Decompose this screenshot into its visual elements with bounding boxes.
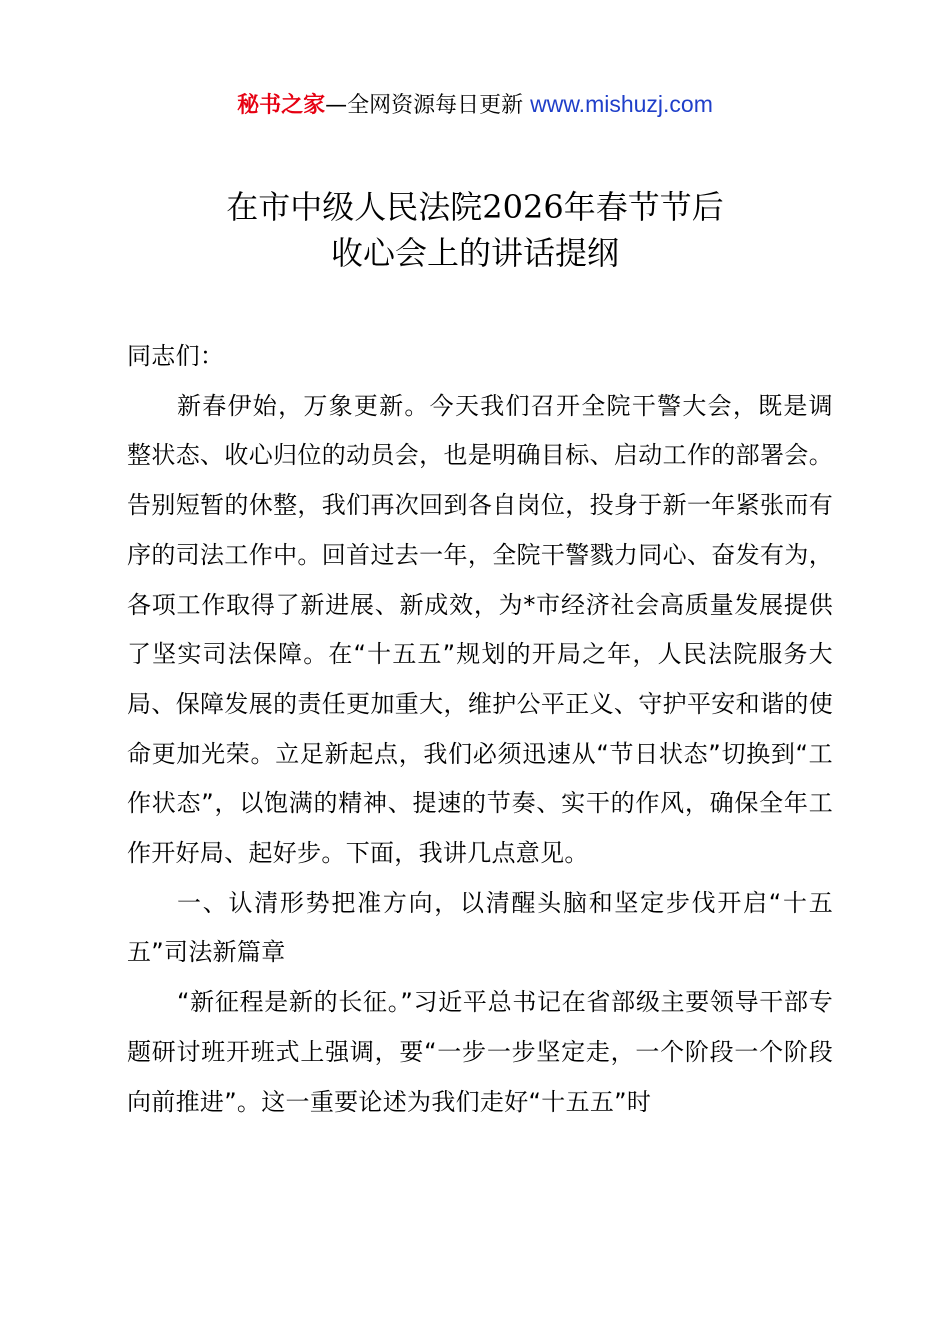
title-line-2: 收心会上的讲话提纲: [330, 234, 619, 272]
site-header: [0, 88, 950, 122]
site-url-link[interactable]: www.mishuzj.com: [530, 91, 713, 117]
section-heading-1: 一、认清形势把准方向，以清醒头脑和坚定步伐开启“十五五”司法新篇章: [127, 888, 833, 967]
document-title: [0, 184, 950, 276]
salutation: 同志们：: [127, 342, 225, 370]
paragraph-intro: 新春伊始，万象更新。今天我们召开全院干警大会，既是调整状态、收心归位的动员会，也是明确目标、启动工作的部署会。告别短暂的休整，我们再次回到各自岗位，投身于新一年紧张而有序的司法工作中。回首过去一年，全院干警戮力同心、奋发有为，各项工作取得了新进展、新成效，为*市经济社会高质量发展提供了坚实司法保障。在“十五五”规划的开局之年，人民法院服务大局、保障发展的责任更加重大，维护公平正义、守护平安和谐的使命更加光荣。立足新起点，我们必须迅速从“节日状态”切换到“工作状态”，以饱满的精神、提速的节奏、实干的作风，确保全年工作开好局、起好步。下面，我讲几点意见。: [127, 391, 833, 868]
paragraph-section-1: “新征程是新的长征。”习近平总书记在省部级主要领导干部专题研讨班开班式上强调，要“一步一步坚定走，一个阶段一个阶段向前推进”。这一重要论述为我们走好“十五五”时: [127, 988, 833, 1116]
title-line-1: 在市中级人民法院2026年春节节后: [226, 188, 724, 226]
site-tagline: —全网资源每日更新: [325, 93, 524, 118]
document-body: [127, 332, 833, 1127]
site-brand: 秘书之家: [237, 93, 326, 118]
